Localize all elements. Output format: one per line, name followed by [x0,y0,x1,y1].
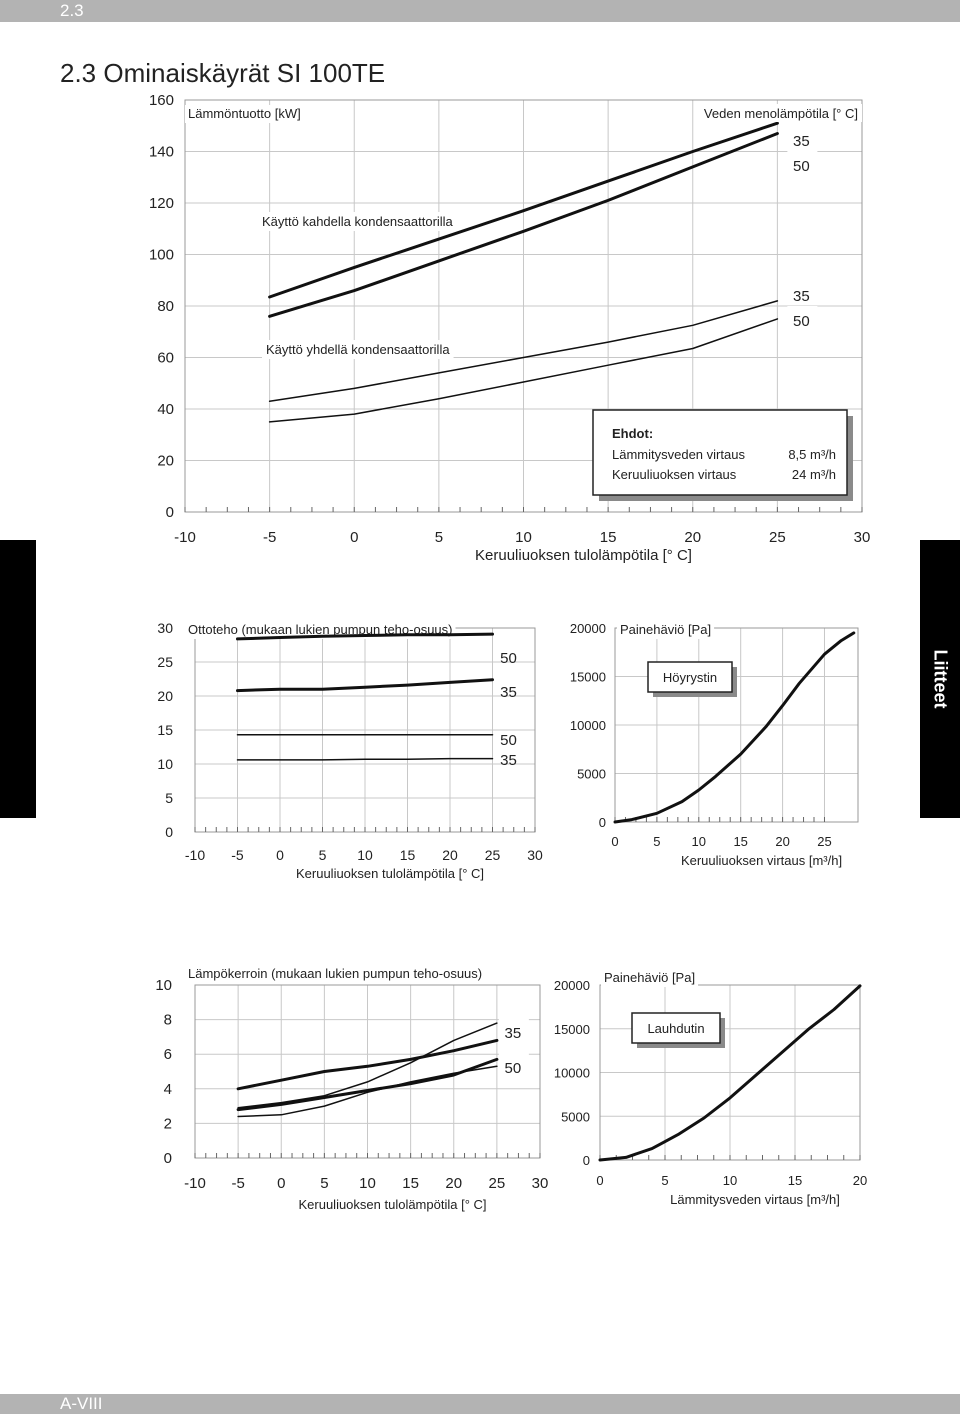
series-line-one-35 [238,759,493,760]
y-tick-label: 30 [157,620,173,636]
y-tick-label: 0 [165,504,174,521]
x-tick-label: 5 [318,847,327,863]
x-tick-label: 5 [434,529,444,546]
legend-title: Veden menolämpötila [° C] [703,106,858,121]
series-label: 35 [500,752,517,769]
x-tick-label: 5 [653,834,661,849]
x-tick-label: 20 [684,529,702,546]
y-tick-label: 0 [163,1150,172,1167]
x-tick-label: 30 [853,529,871,546]
chart-evaporator-pressure [570,621,858,868]
y-tick-label: 15000 [569,669,606,685]
series-label: 50 [793,158,810,175]
y-tick-label: 100 [148,246,174,264]
y-tick-label: 10000 [569,718,606,733]
x-tick-label: 10 [691,834,707,849]
y-tick-label: 120 [148,195,174,212]
y-tick-label: 10 [155,977,172,994]
x-tick-label: -5 [231,1175,245,1192]
x-tick-label: -10 [184,847,206,863]
chart-title: Ottoteho (mukaan lukien pumpun teho-osuus) [188,622,453,637]
x-tick-label: -10 [184,1175,206,1192]
side-tab-label: Liitteet [930,649,951,709]
x-tick-label: -5 [262,529,277,546]
x-tick-label: 10 [357,847,373,863]
series-label: 35 [500,684,517,701]
x-tick-label: 0 [277,1175,286,1192]
y-tick-label: 40 [157,401,174,418]
x-tick-label: 0 [350,529,359,546]
series-label: 50 [793,313,810,330]
chart-condenser-pressure [554,969,867,1207]
y-tick-label: 20 [157,452,174,470]
x-tick-label: 25 [817,834,832,849]
x-tick-label: -10 [174,529,196,546]
series-label: 35 [793,133,810,150]
x-axis-label: Keruuliuoksen virtaus [m³/h] [680,853,843,868]
y-tick-label: 15000 [553,1021,590,1037]
x-axis-label: Keruuliuoksen tulolämpötila [° C] [298,1197,487,1212]
x-tick-label: 15 [787,1173,803,1188]
chart-heat-output [149,92,870,564]
chart-power-input [157,620,543,881]
box-label-text: Höyrystin [662,670,718,685]
x-tick-label: 15 [599,529,617,546]
condition-label: Keruuliuoksen virtaus [612,467,737,482]
x-tick-label: -5 [231,847,244,863]
x-tick-label: 30 [527,847,543,863]
y-tick-label: 6 [163,1046,172,1064]
x-tick-label: 20 [852,1173,868,1188]
chart-title: Lämmöntuotto [kW] [188,106,301,121]
series-label: 35 [504,1025,522,1042]
x-tick-label: 0 [611,834,619,849]
y-tick-label: 20000 [553,978,590,993]
y-tick-label: 0 [598,815,606,830]
series-label: 50 [500,650,517,667]
x-tick-label: 15 [402,1175,419,1192]
x-tick-label: 30 [531,1175,549,1192]
series-label: 50 [504,1060,522,1077]
chart-title: Painehäviö [Pa] [620,622,712,637]
x-tick-label: 15 [399,847,416,863]
y-tick-label: 10 [157,756,173,772]
condition-value: 24 m³/h [791,467,836,482]
y-tick-label: 4 [163,1080,172,1098]
y-tick-label: 60 [157,349,174,367]
annotation-label: Käyttö yhdellä kondensaattorilla [266,342,450,357]
page-footer-band [0,1394,960,1414]
y-tick-label: 8 [163,1011,172,1029]
y-tick-label: 5000 [577,766,606,782]
x-axis-label: Lämmitysveden virtaus [m³/h] [670,1192,840,1207]
series-label: 50 [500,732,517,749]
y-tick-label: 25 [157,654,173,670]
x-tick-label: 25 [769,529,786,546]
x-tick-label: 15 [733,834,748,849]
x-tick-label: 25 [484,847,501,863]
y-tick-label: 0 [582,1153,590,1168]
chart-title: Painehäviö [Pa] [604,970,696,985]
x-tick-label: 20 [775,834,790,849]
x-tick-label: 5 [320,1175,329,1192]
y-tick-label: 5000 [561,1109,590,1125]
section-title: 2.3 Ominaiskäyrät SI 100TE [60,58,386,88]
y-tick-label: 10000 [553,1065,590,1081]
x-tick-label: 20 [445,1175,463,1192]
x-tick-label: 25 [488,1175,506,1192]
y-tick-label: 80 [157,298,174,315]
y-tick-label: 140 [148,143,174,161]
y-tick-label: 2 [163,1115,172,1133]
x-tick-label: 0 [276,847,284,863]
x-tick-label: 5 [661,1173,669,1188]
x-tick-label: 0 [596,1173,604,1188]
y-tick-label: 20000 [569,621,606,636]
x-tick-label: 10 [515,529,532,546]
x-tick-label: 10 [359,1175,376,1192]
chart-title: Lämpökerroin (mukaan lukien pumpun teho-osuus) [188,966,483,981]
condition-value: 8,5 m³/h [788,447,836,462]
x-tick-label: 10 [722,1173,738,1188]
condition-label: Lämmitysveden virtaus [612,447,745,462]
footer-page-label: A-VIII [60,1394,103,1413]
gridlines [195,628,535,832]
x-axis-label: Keruuliuoksen tulolämpötila [° C] [475,547,692,564]
y-tick-label: 5 [165,790,173,806]
x-axis-label: Keruuliuoksen tulolämpötila [° C] [295,866,485,881]
y-tick-label: 160 [148,92,174,109]
header-section-number: 2.3 [60,1,84,20]
box-label-text: Lauhdutin [647,1021,705,1036]
gridlines [195,985,540,1158]
y-tick-label: 0 [165,824,173,840]
y-tick-label: 15 [157,722,173,738]
x-tick-label: 20 [442,847,458,863]
conditions-heading: Ehdot: [612,426,654,441]
gridlines [600,985,860,1160]
annotation-label: Käyttö kahdella kondensaattorilla [262,214,453,229]
y-tick-label: 20 [157,688,173,704]
chart-cop [155,965,548,1212]
series-label: 35 [793,288,810,305]
